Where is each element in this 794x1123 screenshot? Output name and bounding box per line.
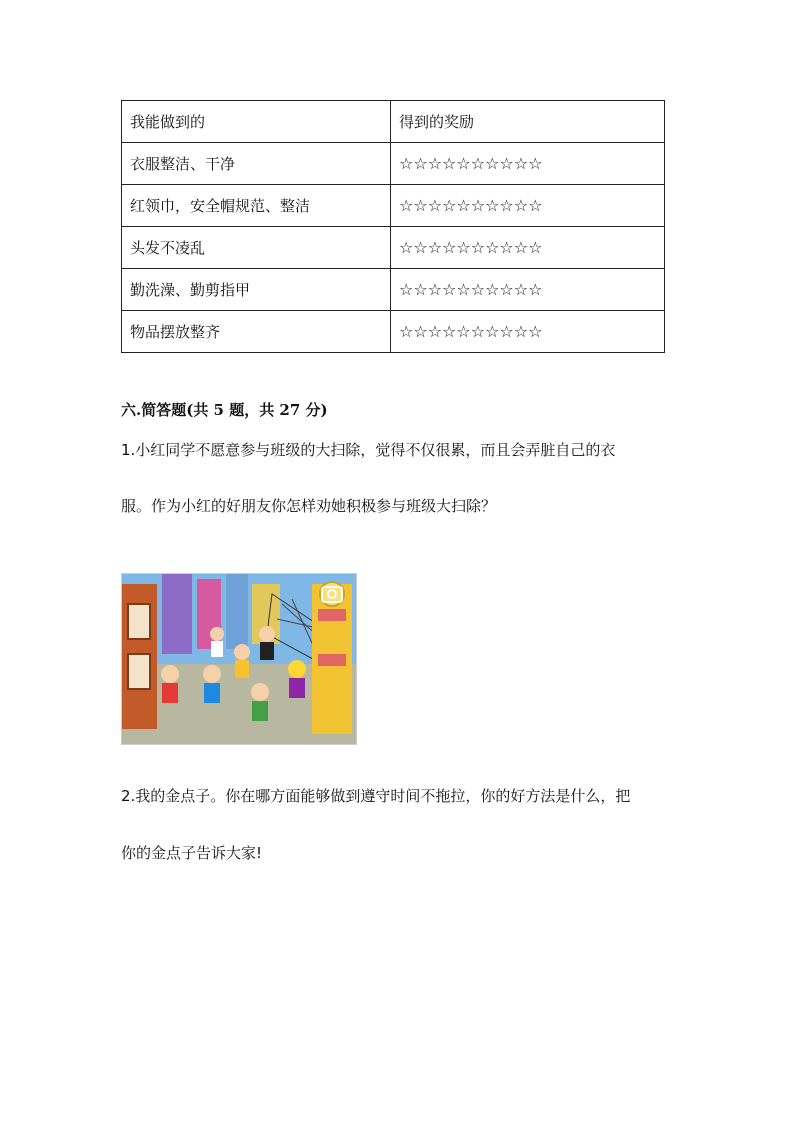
table-cell-item: 物品摆放整齐	[122, 311, 391, 353]
table-row	[122, 185, 665, 227]
table-cell-item: 红领巾，安全帽规范、整洁	[122, 185, 391, 227]
table-cell-item: 衣服整洁、干净	[122, 143, 391, 185]
table-cell-reward: ☆☆☆☆☆☆☆☆☆☆	[391, 311, 665, 353]
table-cell-reward: ☆☆☆☆☆☆☆☆☆☆	[391, 227, 665, 269]
table-row	[122, 311, 665, 353]
question-2-line-2: 你的金点子告诉大家!	[121, 844, 263, 862]
question-1-line-2: 服。作为小红的好朋友你怎样劝她积极参与班级大扫除？	[121, 497, 497, 515]
section-title: 六.简答题(共 5 题，共 27 分)	[121, 401, 328, 419]
table-header-row	[122, 101, 665, 143]
table-row	[122, 227, 665, 269]
question-1-line-1: 1.小红同学不愿意参与班级的大扫除，觉得不仅很累，而且会弄脏自己的衣	[121, 441, 616, 459]
table-cell-reward: ☆☆☆☆☆☆☆☆☆☆	[391, 185, 665, 227]
table-cell-item: 勤洗澡、勤剪指甲	[122, 269, 391, 311]
table-header-cell: 得到的奖励	[391, 101, 665, 143]
table-row	[122, 269, 665, 311]
table-row	[122, 143, 665, 185]
table-cell-item: 头发不凌乱	[122, 227, 391, 269]
table-cell-reward: ☆☆☆☆☆☆☆☆☆☆	[391, 143, 665, 185]
table-cell-reward: ☆☆☆☆☆☆☆☆☆☆	[391, 269, 665, 311]
reward-table	[121, 100, 665, 353]
table-header-cell: 我能做到的	[122, 101, 391, 143]
classroom-cleaning-illustration	[121, 573, 357, 745]
question-2-line-1: 2.我的金点子。你在哪方面能够做到遵守时间不拖拉，你的好方法是什么，把	[121, 787, 631, 805]
